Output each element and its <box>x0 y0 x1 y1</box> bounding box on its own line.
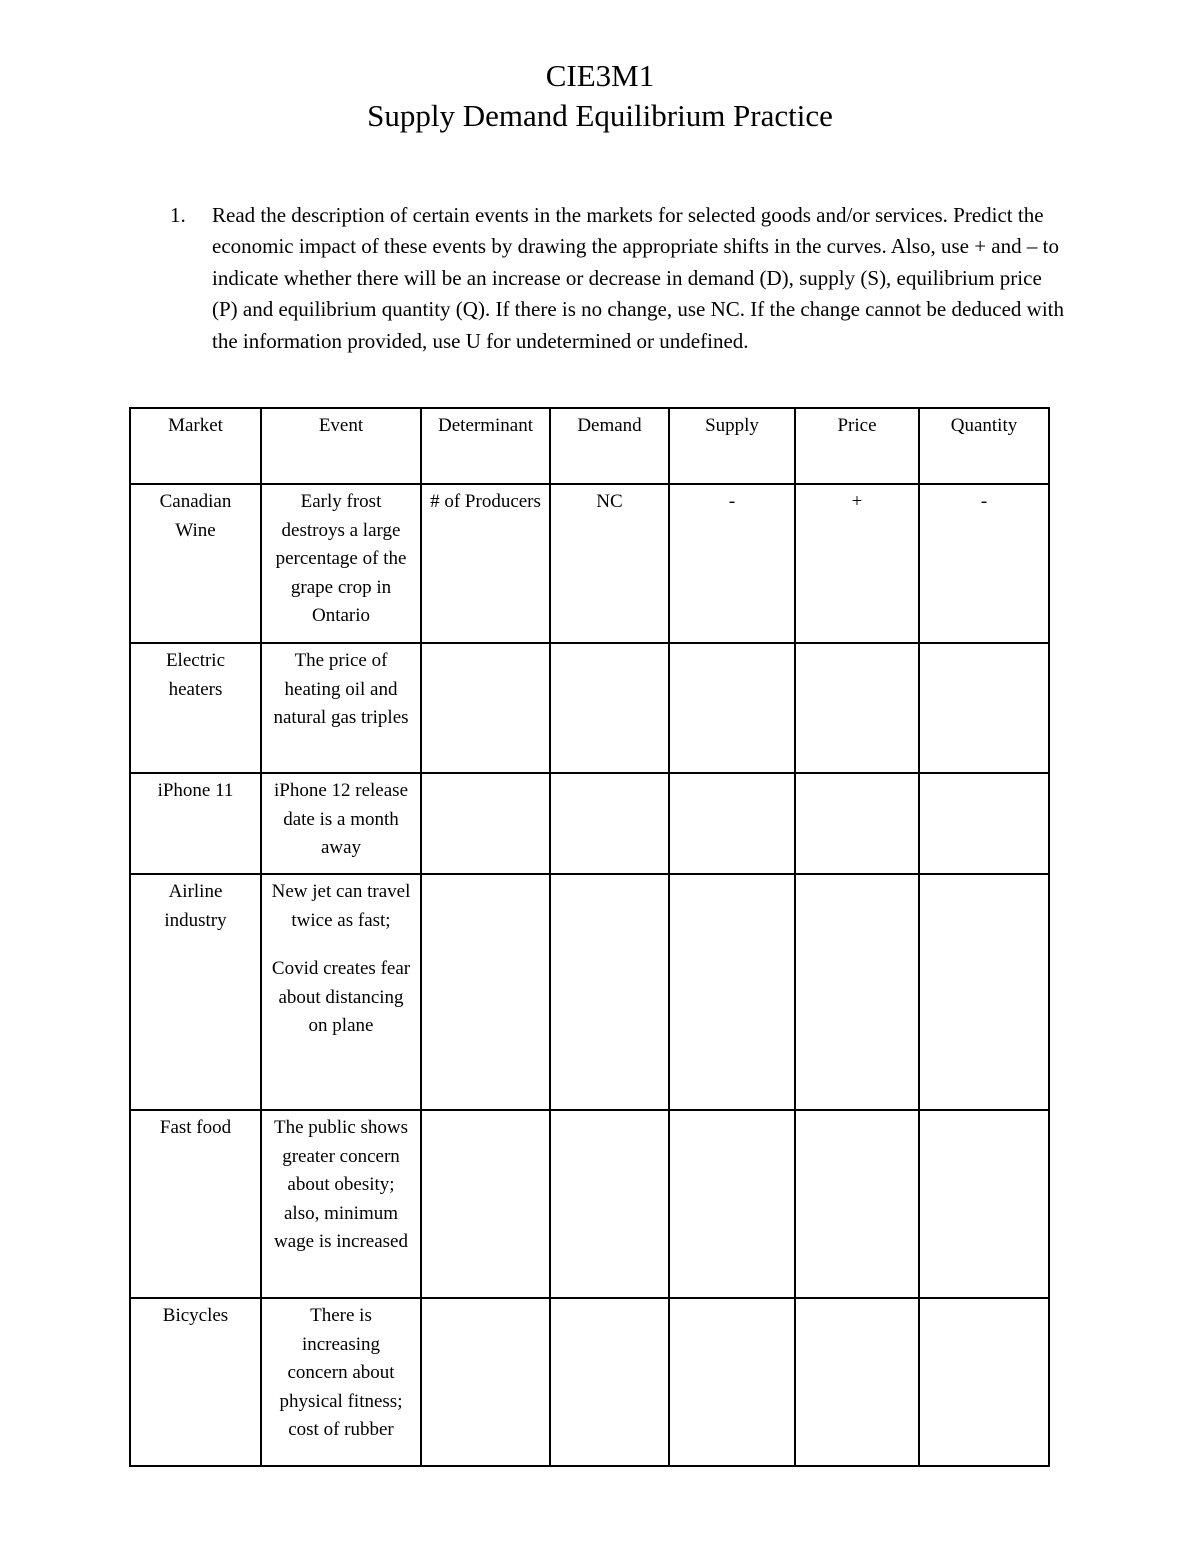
determinant-cell[interactable] <box>421 773 550 874</box>
event-text: Early frost destroys a large percentage of the grape crop in Ontario <box>275 491 407 626</box>
determinant-cell[interactable] <box>421 1110 550 1298</box>
supply-cell[interactable] <box>669 1298 795 1466</box>
header-price: Price <box>795 408 919 484</box>
supply-cell[interactable] <box>669 773 795 874</box>
demand-cell[interactable] <box>550 643 669 773</box>
market-cell[interactable]: Electric heaters <box>130 643 261 773</box>
event-cell[interactable] <box>261 773 421 874</box>
event-text: The public shows greater concern about obesity; also, minimum wage is increased <box>273 1117 409 1252</box>
price-cell[interactable] <box>795 1298 919 1466</box>
determinant-cell[interactable]: # of Producers <box>421 484 550 643</box>
demand-cell[interactable] <box>550 1110 669 1298</box>
determinant-cell[interactable] <box>421 874 550 1110</box>
quantity-cell[interactable] <box>919 773 1049 874</box>
quantity-cell[interactable]: - <box>919 484 1049 643</box>
page-title: Supply Demand Equilibrium Practice <box>367 98 833 133</box>
price-cell[interactable] <box>795 1110 919 1298</box>
market-cell[interactable]: iPhone 11 <box>130 773 261 874</box>
event-cell[interactable] <box>261 1298 421 1466</box>
event-text: iPhone 12 release date is a month away <box>273 780 408 858</box>
event-cell[interactable] <box>261 484 421 643</box>
event-text: The price of heating oil and natural gas triples <box>273 650 409 728</box>
header-quantity: Quantity <box>919 408 1049 484</box>
header-demand: Demand <box>550 408 669 484</box>
demand-cell[interactable] <box>550 874 669 1110</box>
course-code: CIE3M1 <box>545 58 655 93</box>
table-row <box>130 1298 1049 1466</box>
header-row <box>130 408 1049 484</box>
market-cell[interactable]: Fast food <box>130 1110 261 1298</box>
price-cell[interactable] <box>795 773 919 874</box>
answer-table <box>129 407 1050 1467</box>
event-text: There is increasing concern about physical fitness; cost of rubber <box>279 1305 403 1440</box>
event-text: Covid creates fear about distancing on plane <box>271 958 411 1036</box>
determinant-cell[interactable] <box>421 643 550 773</box>
supply-cell[interactable] <box>669 643 795 773</box>
market-cell[interactable]: Bicycles <box>130 1298 261 1466</box>
document-header <box>0 56 1200 136</box>
header-market: Market <box>130 408 261 484</box>
table-row <box>130 874 1049 1110</box>
header-event: Event <box>261 408 421 484</box>
question-number: 1. <box>170 203 186 227</box>
event-cell[interactable] <box>261 643 421 773</box>
table-row <box>130 484 1049 643</box>
market-cell[interactable]: Canadian Wine <box>130 484 261 643</box>
supply-cell[interactable] <box>669 874 795 1110</box>
demand-cell[interactable]: NC <box>550 484 669 643</box>
quantity-cell[interactable] <box>919 1298 1049 1466</box>
price-cell[interactable]: + <box>795 484 919 643</box>
demand-cell[interactable] <box>550 1298 669 1466</box>
event-text: New jet can travel twice as fast; <box>271 881 411 931</box>
quantity-cell[interactable] <box>919 643 1049 773</box>
market-cell[interactable]: Airline industry <box>130 874 261 1110</box>
demand-cell[interactable] <box>550 773 669 874</box>
table-row <box>130 643 1049 773</box>
supply-cell[interactable] <box>669 1110 795 1298</box>
price-cell[interactable] <box>795 874 919 1110</box>
determinant-cell[interactable] <box>421 1298 550 1466</box>
quantity-cell[interactable] <box>919 874 1049 1110</box>
header-supply: Supply <box>669 408 795 484</box>
header-determinant: Determinant <box>421 408 550 484</box>
price-cell[interactable] <box>795 643 919 773</box>
question-text: Read the description of certain events in the markets for selected goods and/or services. Predict the economic impact of these events by drawing the appropriate shifts in the curves. Also, use + and – to indicate whether there will be an increase or decrease in demand (D), supply (S), equilibrium price (P) and equilibrium quantity (Q). If there is no change, use NC. If the change cannot be deduced with the information provided, use U for undetermined or undefined. <box>212 203 1064 353</box>
event-cell[interactable] <box>261 1110 421 1298</box>
quantity-cell[interactable] <box>919 1110 1049 1298</box>
supply-cell[interactable]: - <box>669 484 795 643</box>
event-cell[interactable] <box>261 874 421 1110</box>
table-row <box>130 1110 1049 1298</box>
table-row <box>130 773 1049 874</box>
